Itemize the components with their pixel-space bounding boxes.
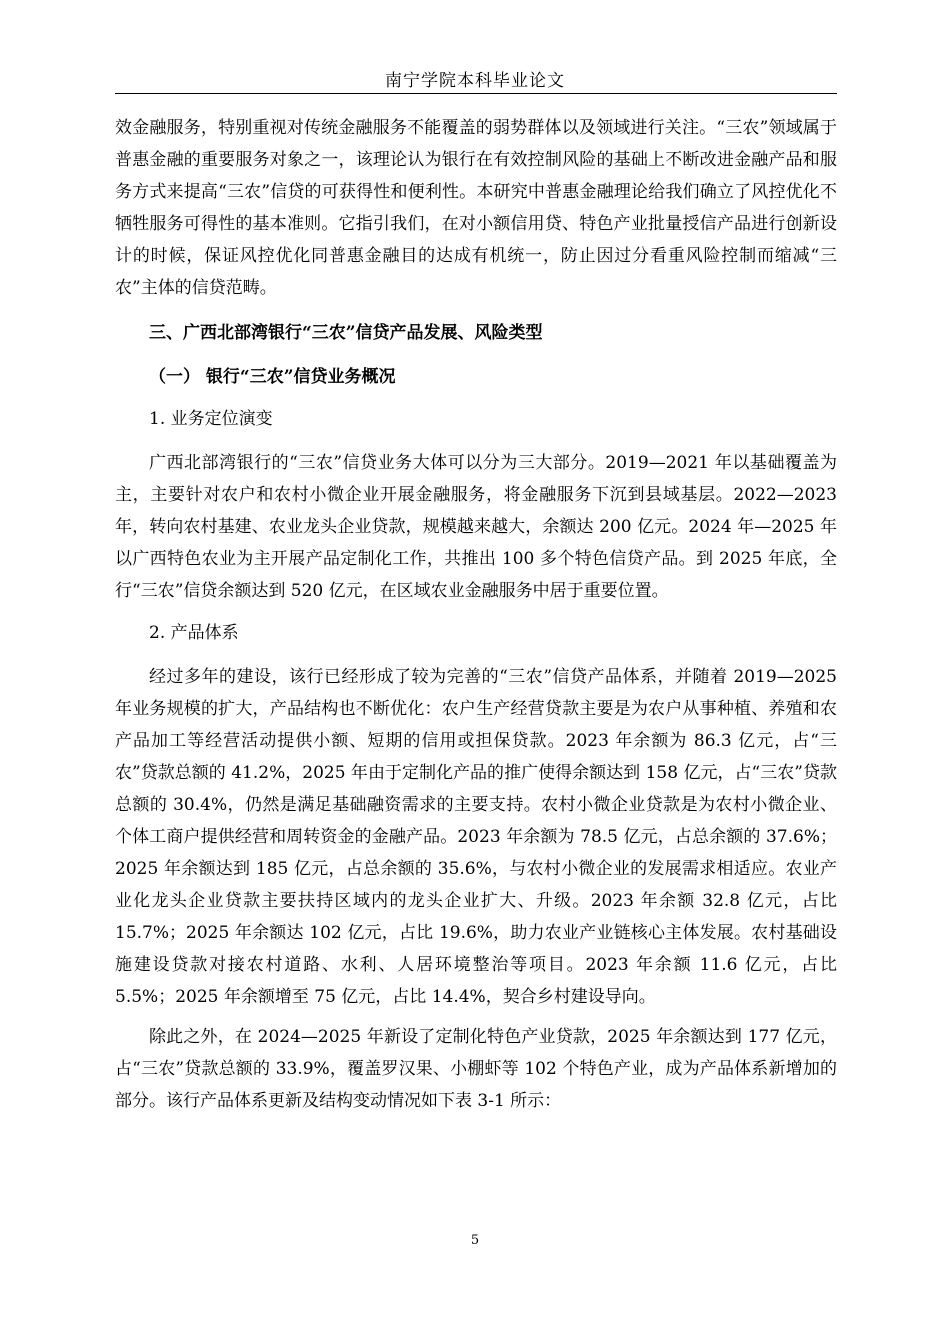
section-heading: 三、广西北部湾银行“三农”信贷产品发展、风险类型 xyxy=(149,323,543,343)
paragraph-continued: 效金融服务，特别重视对传统金融服务不能覆盖的弱势群体以及领域进行关注。“三农”领域属于普惠金融的重要服务对象之一，该理论认为银行在有效控制风险的基础上不断改进金融产品和服务方式来提高“三农”信贷的可获得性和便利性。本研究中普惠金融理论给我们确立了风控优化不牺牲服务可得性的基本准则。它指引我们，在对小额信用贷、特色产业批量授信产品进行创新设计的时候，保证风控优化同普惠金融目的达成有机统一，防止因过分看重风险控制而缩减“三农”主体的信贷范畴。 xyxy=(115,118,837,298)
running-header: 南宁学院本科毕业论文 xyxy=(385,71,565,91)
header-rule xyxy=(115,93,837,94)
page-number: 5 xyxy=(470,1233,480,1248)
subsubsection-heading-1: 1. 业务定位演变 xyxy=(149,409,273,429)
paragraph-new-products: 除此之外，在 2024—2025 年新设了定制化特色产业贷款，2025 年余额达到 177 亿元，占“三农”贷款总额的 33.9%，覆盖罗汉果、小棚虾等 102 个特色产业，成为产品体系新增加的部分。该行产品体系更新及结构变动情况如下表 3-1 所示： xyxy=(115,1027,837,1111)
paragraph-business-evolution: 广西北部湾银行的“三农”信贷业务大体可以分为三大部分。2019—2021 年以基础覆盖为主，主要针对农户和农村小微企业开展金融服务，将金融服务下沉到县域基层。2022—2023 年，转向农村基建、农业龙头企业贷款，规模越来越大，余额达 200 亿元。2024 年—2025 年以广西特色农业为主开展产品定制化工作，共推出 100 多个特色信贷产品。到 2025 年底，全行“三农”信贷余额达到 520 亿元，在区域农业金融服务中居于重要位置。 xyxy=(115,453,837,601)
paragraph-product-system: 经过多年的建设，该行已经形成了较为完善的“三农”信贷产品体系，并随着 2019—2025 年业务规模的扩大，产品结构也不断优化：农户生产经营贷款主要是为农户从事种植、养殖和农产品加工等经营活动提供小额、短期的信用或担保贷款。2023 年余额为 86.3 亿元，占“三农”贷款总额的 41.2%，2025 年由于定制化产品的推广使得余额达到 158 亿元，占“三农”贷款总额的 30.4%，仍然是满足基础融资需求的主要支持。农村小微企业贷款是为农村小微企业、个体工商户提供经营和周转资金的金融产品。2023 年余额为 78.5 亿元，占总余额的 37.6%；2025 年余额达到 185 亿元，占总余额的 35.6%，与农村小微企业的发展需求相适应。农业产业化龙头企业贷款主要扶持区域内的龙头企业扩大、升级。2023 年余额 32.8 亿元，占比 15.7%；2025 年余额达 102 亿元，占比 19.6%，助力农业产业链核心主体发展。农村基础设施建设贷款对接农村道路、水利、人居环境整治等项目。2023 年余额 11.6 亿元，占比 5.5%；2025 年余额增至 75 亿元，占比 14.4%，契合乡村建设导向。 xyxy=(115,667,837,1007)
subsection-heading: （一） 银行“三农”信贷业务概况 xyxy=(149,367,396,387)
body-text xyxy=(115,112,837,1117)
subsubsection-heading-2: 2. 产品体系 xyxy=(149,623,239,643)
